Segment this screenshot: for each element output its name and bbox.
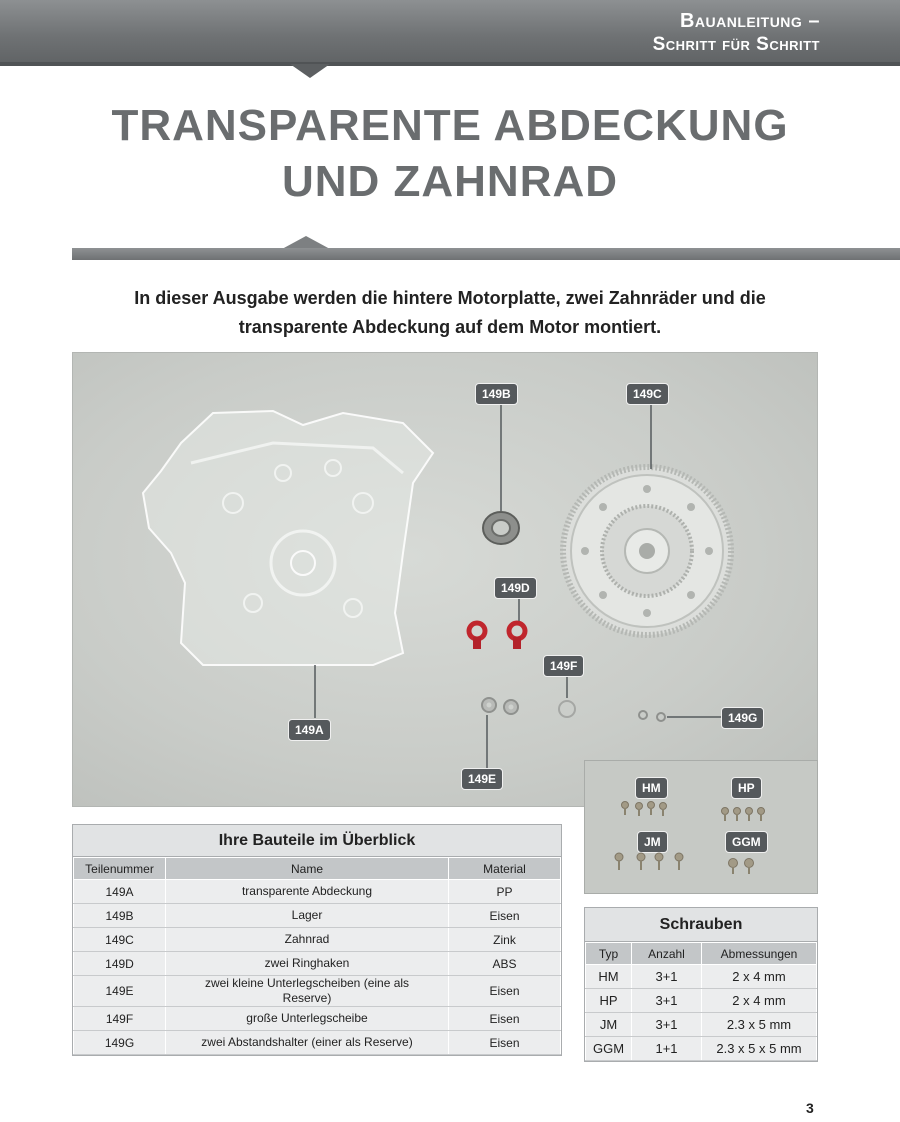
part-number: 149A <box>74 880 166 904</box>
screws-table <box>584 907 818 1062</box>
screw-type: HP <box>586 989 632 1013</box>
large-washer-part <box>559 701 575 717</box>
part-name: zwei Ringhaken <box>166 952 449 976</box>
ring-hooks-part <box>469 623 525 649</box>
part-material: Eisen <box>449 1007 561 1031</box>
label-149e: 149E <box>461 768 503 790</box>
label-hp: HP <box>731 777 762 799</box>
screw-dimensions: 2 x 4 mm <box>702 965 817 989</box>
spacers-part <box>639 711 665 721</box>
transparent-cover-part <box>143 411 433 665</box>
title-divider <box>72 248 900 260</box>
part-number: 149F <box>74 1007 166 1031</box>
table-row <box>74 1007 561 1031</box>
screw-count: 3+1 <box>632 1013 702 1037</box>
page-title-line-2: UND ZAHNRAD <box>281 157 619 206</box>
part-name: zwei Abstandshalter (einer als Reserve) <box>166 1031 449 1055</box>
table-row <box>74 880 561 904</box>
table-row <box>74 976 561 1007</box>
part-name: Lager <box>166 904 449 928</box>
screws-illustration <box>585 761 819 895</box>
intro-line-2: transparente Abdeckung auf dem Motor montiert. <box>238 317 662 337</box>
part-material: Eisen <box>449 976 561 1007</box>
parts-table-header-row <box>74 858 561 880</box>
gear-part <box>563 467 731 635</box>
screw-count: 1+1 <box>632 1037 702 1061</box>
parts-table-title: Ihre Bauteile im Überblick <box>73 825 561 857</box>
screws-photo <box>584 760 818 894</box>
parts-col-part-number: Teilenummer <box>74 858 166 880</box>
label-149c: 149C <box>626 383 669 405</box>
screw-dimensions: 2 x 4 mm <box>702 989 817 1013</box>
intro-line-1: In dieser Ausgabe werden die hintere Motorplatte, zwei Zahnräder und die <box>134 288 766 308</box>
parts-table <box>72 824 562 1056</box>
table-row <box>74 904 561 928</box>
header-notch <box>290 64 330 78</box>
page-number: 3 <box>806 1100 814 1116</box>
screw-count: 3+1 <box>632 965 702 989</box>
screw-count: 3+1 <box>632 989 702 1013</box>
table-row <box>74 952 561 976</box>
table-row <box>74 1031 561 1055</box>
screw-type: HM <box>586 965 632 989</box>
label-149a: 149A <box>288 719 331 741</box>
part-number: 149D <box>74 952 166 976</box>
label-jm: JM <box>637 831 668 853</box>
table-row <box>586 989 817 1013</box>
bearing-part <box>483 512 519 544</box>
screw-dimensions: 2.3 x 5 mm <box>702 1013 817 1037</box>
screw-type: GGM <box>586 1037 632 1061</box>
part-material: Eisen <box>449 1031 561 1055</box>
parts-col-name: Name <box>166 858 449 880</box>
part-name: große Unterlegscheibe <box>166 1007 449 1031</box>
label-hm: HM <box>635 777 668 799</box>
small-washers-part <box>482 698 518 714</box>
part-number: 149C <box>74 928 166 952</box>
table-row <box>74 928 561 952</box>
screws-table-title: Schrauben <box>585 908 817 942</box>
table-row <box>586 1037 817 1061</box>
part-name: transparente Abdeckung <box>166 880 449 904</box>
screw-type: JM <box>586 1013 632 1037</box>
label-149b: 149B <box>475 383 518 405</box>
screws-col-dimensions: Abmessungen <box>702 943 817 965</box>
header-line-2: Schritt für Schritt <box>652 34 820 55</box>
label-149g: 149G <box>721 707 764 729</box>
screw-dimensions: 2.3 x 5 x 5 mm <box>702 1037 817 1061</box>
screws-table-header-row <box>586 943 817 965</box>
part-material: ABS <box>449 952 561 976</box>
label-149f: 149F <box>543 655 584 677</box>
part-name: Zahnrad <box>166 928 449 952</box>
parts-illustration <box>73 353 818 807</box>
page-title-line-1: TRANSPARENTE ABDECKUNG <box>111 101 789 150</box>
table-row <box>586 965 817 989</box>
part-number: 149E <box>74 976 166 1007</box>
label-149d: 149D <box>494 577 537 599</box>
part-material: PP <box>449 880 561 904</box>
table-row <box>586 1013 817 1037</box>
part-number: 149B <box>74 904 166 928</box>
part-material: Zink <box>449 928 561 952</box>
section-header <box>653 9 820 57</box>
part-number: 149G <box>74 1031 166 1055</box>
part-name: zwei kleine Unterlegscheiben (eine als Reserve) <box>166 976 449 1007</box>
header-line-1: Bauanleitung – <box>679 10 820 32</box>
intro-text <box>100 284 800 342</box>
label-ggm: GGM <box>725 831 768 853</box>
screws-col-type: Typ <box>586 943 632 965</box>
parts-photo <box>72 352 818 807</box>
part-material: Eisen <box>449 904 561 928</box>
screws-col-count: Anzahl <box>632 943 702 965</box>
parts-col-material: Material <box>449 858 561 880</box>
